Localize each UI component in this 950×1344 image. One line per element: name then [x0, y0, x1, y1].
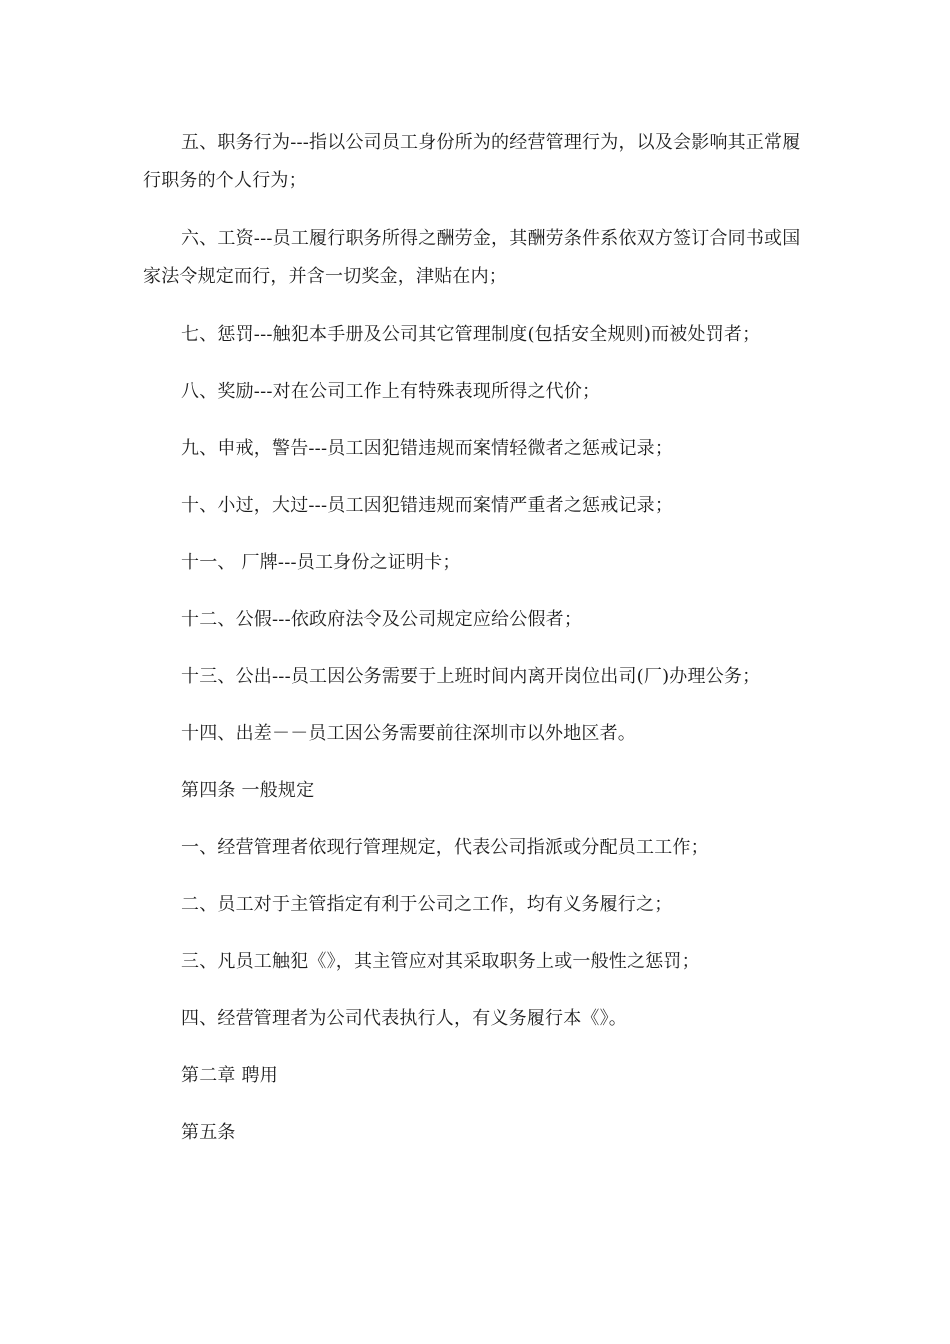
paragraph-rule-4: 四、经营管理者为公司代表执行人，有义务履行本《》。 [181, 1008, 627, 1029]
paragraph-reward: 八、奖励---对在公司工作上有特殊表现所得之代价； [181, 381, 601, 402]
paragraph-warning: 九、申戒，警告---员工因犯错违规而案情轻微者之惩戒记录； [181, 438, 674, 459]
paragraph-official-leave: 十二、公假---依政府法令及公司规定应给公假者； [181, 609, 583, 630]
paragraph-official-outing: 十三、公出---员工因公务需要于上班时间内离开岗位出司(厂)办理公务； [181, 666, 761, 687]
paragraph-demerit: 十、小过，大过---员工因犯错违规而案情严重者之惩戒记录； [181, 495, 674, 516]
document-body [143, 124, 809, 1171]
paragraph-rule-1: 一、经营管理者依现行管理规定，代表公司指派或分配员工工作； [181, 837, 709, 858]
paragraph-wages: 六、工资---员工履行职务所得之酬劳金，其酬劳条件系依双方签订合同书或国家法令规定而行，并含一切奖金，津贴在内； [143, 228, 801, 287]
paragraph-duty-behavior: 五、职务行为---指以公司员工身份所为的经营管理行为，以及会影响其正常履行职务的个人行为； [143, 132, 801, 191]
section-heading-article-4: 第四条 一般规定 [181, 780, 315, 801]
chapter-heading-2: 第二章 聘用 [181, 1065, 278, 1086]
paragraph-penalty: 七、惩罚---触犯本手册及公司其它管理制度(包括安全规则)而被处罚者； [181, 324, 761, 345]
paragraph-rule-2: 二、员工对于主管指定有利于公司之工作，均有义务履行之； [181, 894, 673, 915]
section-heading-article-5: 第五条 [181, 1122, 236, 1143]
paragraph-rule-3: 三、凡员工触犯《》，其主管应对其采取职务上或一般性之惩罚； [181, 951, 700, 972]
paragraph-business-trip: 十四、出差－－员工因公务需要前往深圳市以外地区者。 [181, 723, 636, 744]
paragraph-badge: 十一、 厂牌---员工身份之证明卡； [181, 552, 461, 573]
